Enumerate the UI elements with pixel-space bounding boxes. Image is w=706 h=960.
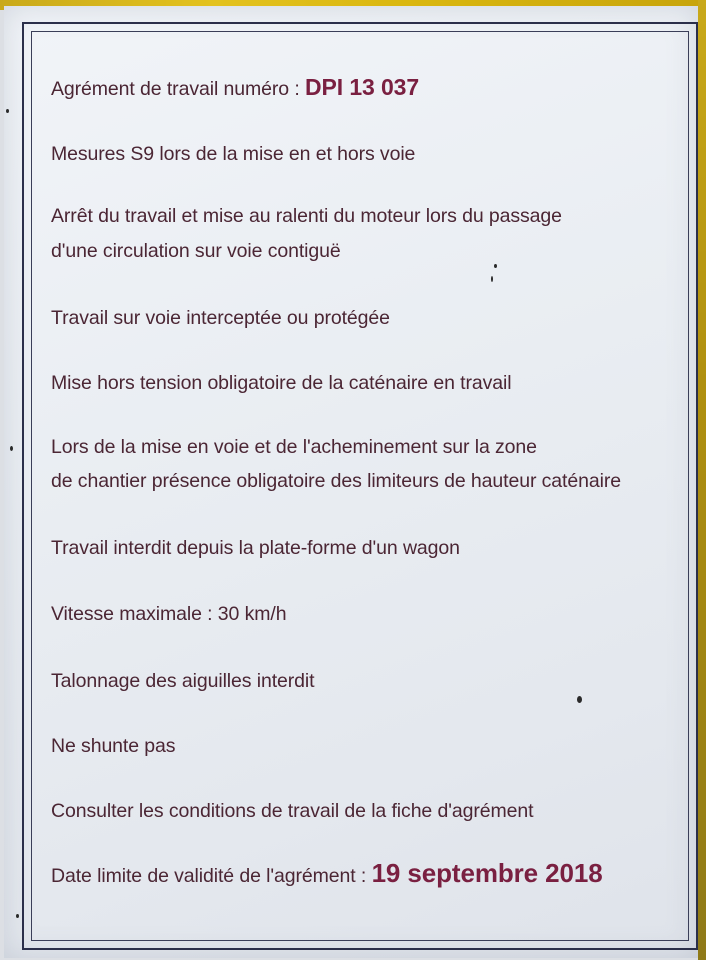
rule-line: Travail sur voie interceptée ou protégée (51, 307, 390, 329)
validity-line (51, 858, 603, 889)
yellow-backing-right (698, 0, 706, 960)
rule-line: de chantier présence obligatoire des limiteurs de hauteur caténaire (51, 470, 621, 492)
agrement-line (51, 74, 419, 101)
agrement-label: Agrément de travail numéro : (51, 78, 305, 100)
agrement-number: DPI 13 037 (304, 74, 420, 100)
rule-line: Lors de la mise en voie et de l'acheminement sur la zone (51, 436, 537, 458)
rule-line: Travail interdit depuis la plate-forme d'un wagon (51, 537, 460, 559)
validity-label: Date limite de validité de l'agrément : (51, 865, 372, 887)
dirt-speck (577, 696, 582, 703)
rule-line: Vitesse maximale : 30 km/h (51, 603, 287, 625)
dirt-speck (10, 446, 13, 451)
rule-line: Arrêt du travail et mise au ralenti du moteur lors du passage (51, 205, 562, 227)
rule-line: Talonnage des aiguilles interdit (51, 670, 315, 692)
rule-line: d'une circulation sur voie contiguë (51, 240, 341, 262)
rule-line: Consulter les conditions de travail de la fiche d'agrément (51, 800, 534, 822)
rule-line: Mesures S9 lors de la mise en et hors voie (51, 143, 416, 165)
dirt-speck (494, 264, 497, 268)
dirt-speck (16, 914, 19, 918)
sign-plate (4, 6, 698, 958)
validity-date: 19 septembre 2018 (371, 858, 603, 888)
dirt-speck (491, 276, 493, 282)
rule-line: Mise hors tension obligatoire de la caténaire en travail (51, 372, 512, 394)
rule-line: Ne shunte pas (51, 735, 176, 757)
dirt-speck (6, 109, 9, 113)
